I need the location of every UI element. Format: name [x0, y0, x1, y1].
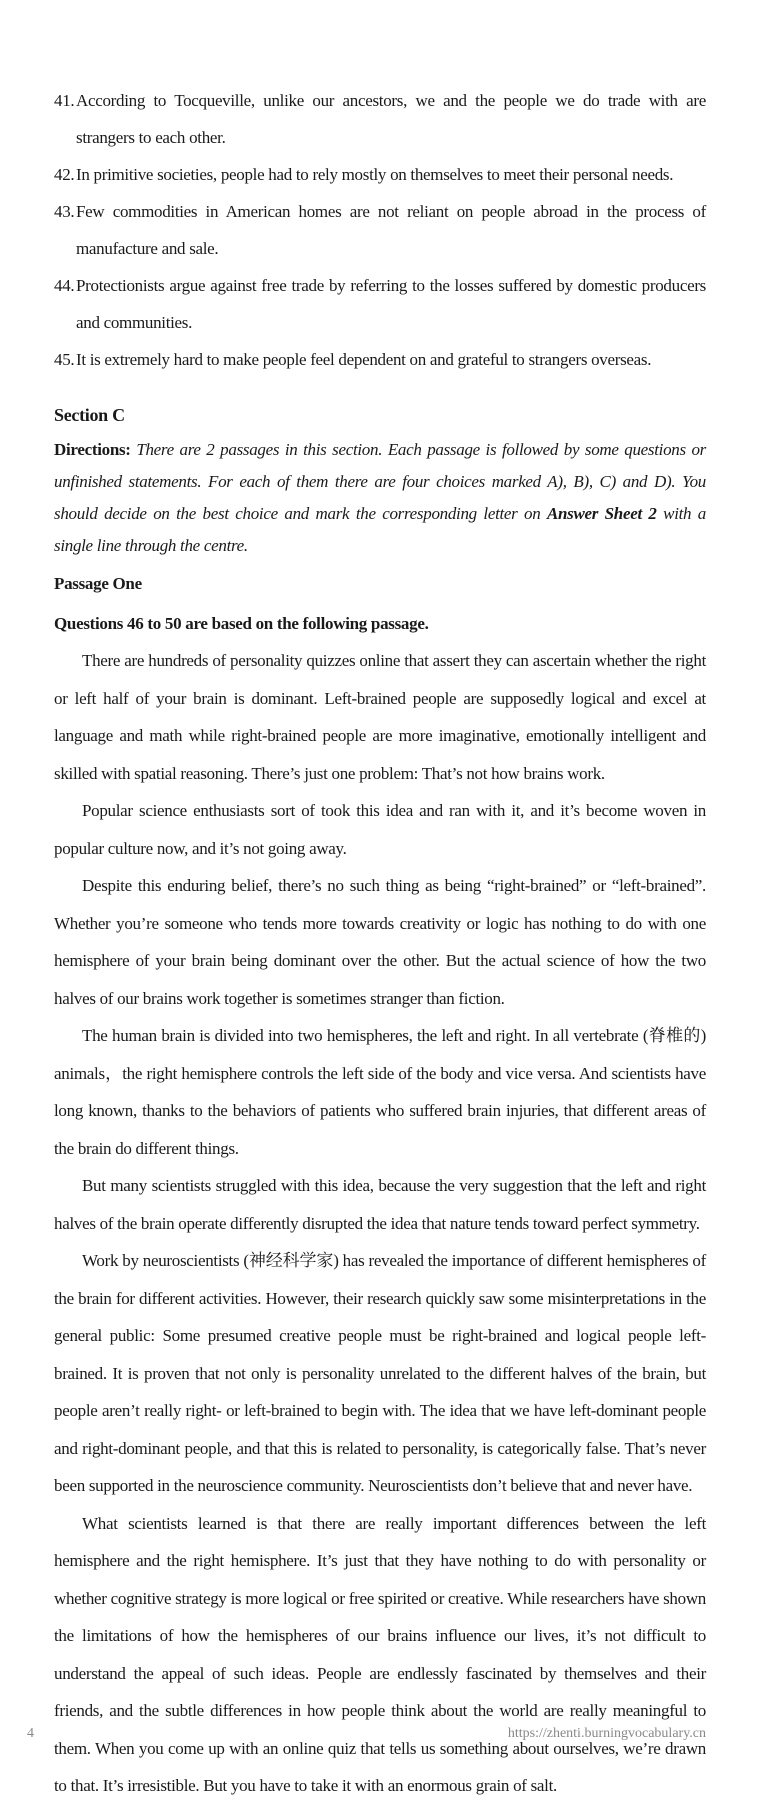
directions-text: There are 2 passages in this section. Each passage is followed by some questions or unfinished statements. For each of them there are four choices marked A), B), C) and D). You should decide on the best choice and mark the corresponding letter on: [54, 440, 706, 523]
page-number: 4: [27, 1726, 34, 1741]
statement-41: [54, 82, 706, 156]
statement-number: 42.: [54, 165, 75, 184]
statement-42: [54, 156, 706, 193]
statement-number: 41.: [54, 91, 75, 110]
statement-number: 44.: [54, 276, 75, 295]
section-title: Section C: [54, 405, 125, 425]
passage-body: [54, 642, 706, 1805]
statement-text: According to Tocqueville, unlike our ancestors, we and the people we do trade with are strangers to each other.: [76, 91, 706, 147]
statement-text: In primitive societies, people had to rely mostly on themselves to meet their personal needs.: [76, 165, 674, 184]
passage-subtitle: Questions 46 to 50 are based on the following passage.: [54, 614, 429, 633]
paragraph: There are hundreds of personality quizzes online that assert they can ascertain whether the right or left half of your brain is dominant. Left-brained people are supposedly logical and excel at language and math while right-brained people are more imaginative, emotionally intelligent and skilled with spatial reasoning. There’s just one problem: That’s not how brains work.: [54, 651, 706, 783]
page-content: [54, 82, 706, 1805]
paragraph: Popular science enthusiasts sort of took this idea and ran with it, and it’s become woven in popular culture now, and it’s not going away.: [54, 801, 706, 858]
paragraph: What scientists learned is that there are really important differences between the left hemisphere and the right hemisphere. It’s just that they have nothing to do with personality or whether cognitive strategy is more logical or free spirited or creative. While researchers have shown the limitations of how the hemispheres of our brains influence our lives, it’s not difficult to understand the appeal of such ideas. People are endlessly fascinated by themselves and their friends, and the subtle differences in how people think about the world are really meaningful to them. When you come up with an online quiz that tells us something about ourselves, we’re drawn to that. It’s irresistible. But you have to take it with an enormous grain of salt.: [54, 1513, 706, 1795]
directions-label: Directions:: [54, 440, 131, 459]
statement-45: [54, 341, 706, 378]
passage-title: Passage One: [54, 574, 142, 593]
statement-number: 43.: [54, 202, 75, 221]
statement-text: It is extremely hard to make people feel dependent on and grateful to strangers overseas.: [76, 350, 652, 369]
answer-sheet-label: Answer Sheet 2: [546, 504, 657, 523]
paragraph: The human brain is divided into two hemispheres, the left and right. In all vertebrate (脊椎的) animals，the right hemisphere controls the left side of the body and vice versa. And scientists have long known, thanks to the behaviors of patients who suffered brain injuries, that different areas of the brain do different things.: [54, 1026, 706, 1158]
paragraph: But many scientists struggled with this idea, because the very suggestion that the left and right halves of the brain operate differently disrupted the idea that nature tends toward perfect symmetry.: [54, 1176, 706, 1233]
statement-text: Few commodities in American homes are not reliant on people abroad in the process of manufacture and sale.: [76, 202, 706, 258]
footer-url: https://zhenti.burningvocabulary.cn: [507, 1726, 706, 1741]
statement-number: 45.: [54, 350, 75, 369]
paragraph: Work by neuroscientists (神经科学家) has revealed the importance of different hemispheres of the brain for different activities. However, their research quickly saw some misinterpretations in the general public: Some presumed creative people must be right-brained and logical people left-brained. It is proven that not only is personality unrelated to the different halves of the brain, but people aren’t really right- or left-brained to begin with. The idea that we have left-dominant people and right-dominant people, and that this is related to personality, is categorically false. That’s never been supported in the neuroscience community. Neuroscientists don’t believe that and never have.: [54, 1251, 706, 1495]
directions-text-end: with a single line through the centre.: [54, 504, 707, 555]
paragraph: Despite this enduring belief, there’s no such thing as being “right-brained” or “left-brained”. Whether you’re someone who tends more towards creativity or logic has nothing to do with one hemisphere of your brain being dominant over the other. But the actual science of how the two halves of our brains work together is sometimes stranger than fiction.: [54, 876, 706, 1008]
statement-text: Protectionists argue against free trade by referring to the losses suffered by domestic producers and communities.: [76, 276, 706, 332]
statement-list: [54, 82, 706, 378]
statement-44: [54, 267, 706, 341]
statement-43: [54, 193, 706, 267]
directions: [54, 434, 706, 562]
